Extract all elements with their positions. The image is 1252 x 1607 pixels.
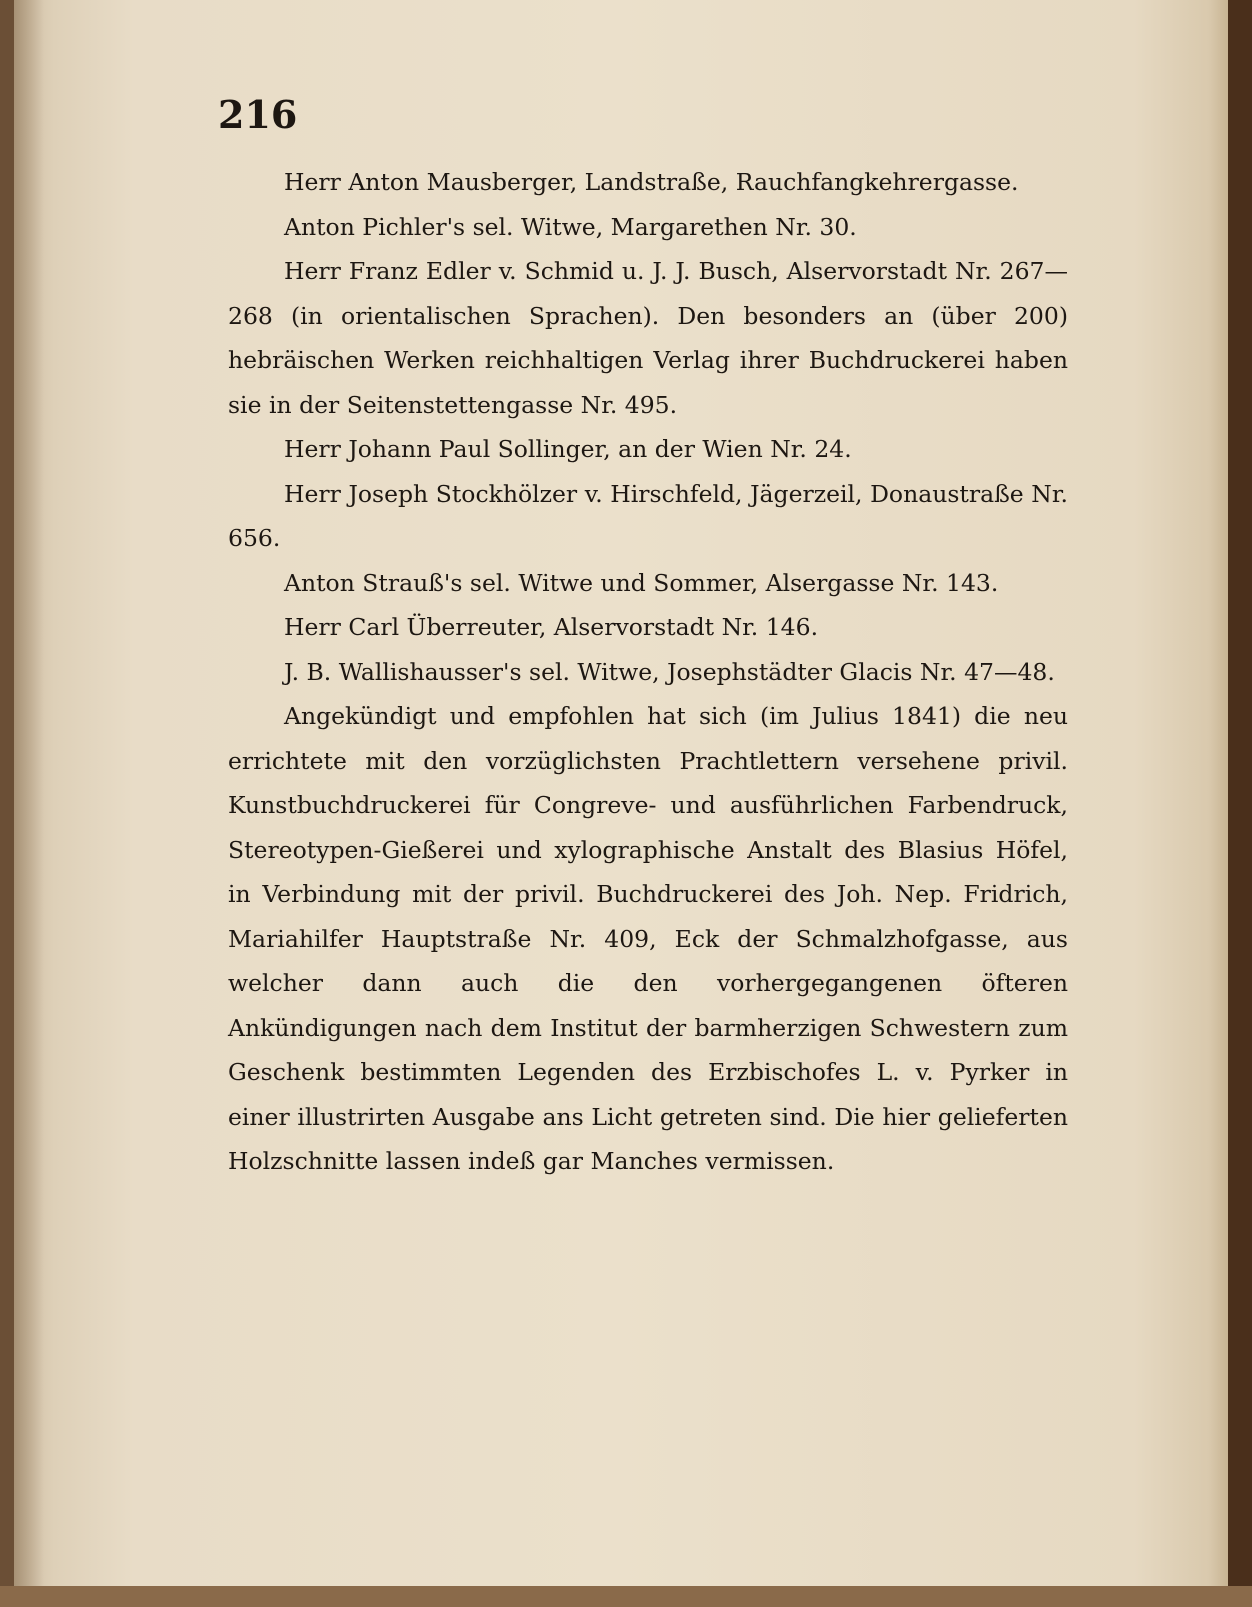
book-cover-edge xyxy=(1228,0,1252,1607)
entry-ueberreuter: Herr Carl Überreuter, Alservorstadt Nr. 146. xyxy=(284,613,819,641)
page-number: 216 xyxy=(218,92,298,137)
gutter-shadow xyxy=(14,0,44,1586)
page-bottom-edge xyxy=(0,1586,1252,1607)
entry-schmid-busch: Herr Franz Edler v. Schmid u. J. J. Busch, Alservorstadt Nr. 267—268 (in orientalischen Sprachen). Den besonders an (über 200) hebräischen Werken reichhaltigen Verlag ihrer Buchdruckerei haben sie in der Seitenstettengasse Nr. 495. xyxy=(228,257,1068,419)
entry-strauss: Anton Strauß's sel. Witwe und Sommer, Alsergasse Nr. 143. xyxy=(284,568,999,597)
page-text xyxy=(228,160,1068,1184)
entry-sollinger: Herr Johann Paul Sollinger, an der Wien Nr. 24. xyxy=(284,435,852,463)
entry-stockhoelzer: Herr Joseph Stockhölzer v. Hirschfeld, Jägerzeil, Donaustraße Nr. 656. xyxy=(228,479,1068,552)
entry-mausberger: Herr Anton Mausberger, Landstraße, Rauchfangkehrergasse. xyxy=(284,168,1019,196)
paragraph-hoefel: Angekündigt und empfohlen hat sich (im Julius 1841) die neu errichtete mit den vorzüglichsten Prachtlettern versehene privil. Kunstbuchdruckerei für Congreve- und ausführlichen Farbendruck, Stereotypen-Gießerei und xylographische Anstalt des Blasius Höfel, in Verbindung mit der privil. Buchdruckerei des Joh. Nep. Fridrich, Mariahilfer Hauptstraße Nr. 409, Eck der Schmalzhofgasse, aus welcher dann auch die den vorhergegangenen öfteren Ankündigungen nach dem Institut der barmherzigen Schwestern zum Geschenk bestimmten Legenden des Erzbischofes L. v. Pyrker in einer illustrirten Ausgabe ans Licht getreten sind. Die hier gelieferten Holzschnitte lassen indeß gar Manches vermissen. xyxy=(228,702,1068,1175)
entry-wallishausser: J. B. Wallishausser's sel. Witwe, Josephstädter Glacis Nr. 47—48. xyxy=(284,657,1055,686)
entry-pichler: Anton Pichler's sel. Witwe, Margarethen Nr. 30. xyxy=(284,212,857,241)
